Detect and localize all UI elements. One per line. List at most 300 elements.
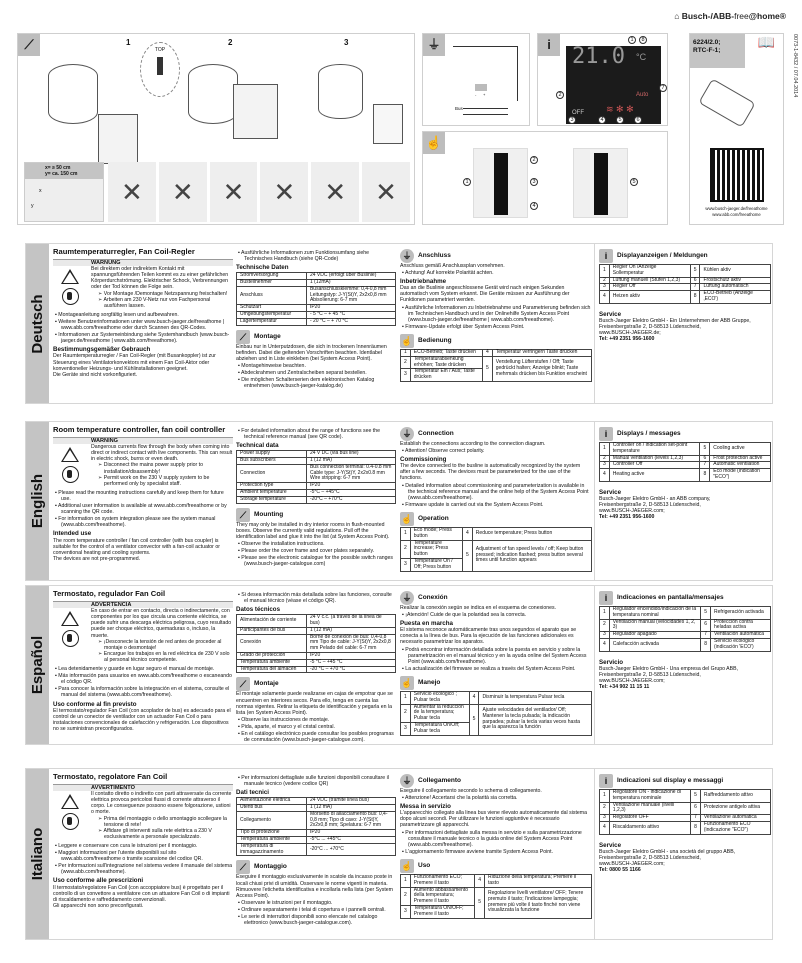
commissioning-note — [400, 305, 592, 323]
insert-drawing — [98, 114, 138, 164]
item-number: 5 — [690, 265, 700, 278]
table-row — [237, 464, 396, 482]
bus-label: Bus — [455, 106, 463, 111]
commissioning-note — [400, 830, 592, 848]
mounting-note-text: En el catálogo electrónico puede consultar los posibles programas de conmutación (www.busch-jaeger-catalogue.com). — [241, 731, 394, 744]
screwdriver-icon: ⟋ — [236, 860, 250, 874]
safety-column — [53, 774, 233, 909]
operation-text: Aumento abbassamento della temperatura; Premere il tasto — [410, 887, 474, 905]
operation-text: Temperatur Ein / Aus; Taste drücken — [410, 369, 482, 382]
service-line: www.BUSCH-JAEGER.com; — [599, 677, 665, 684]
hand-press-icon: ☝ — [400, 512, 414, 526]
display-text: Funzionamento ECO (indicazione "ECO") — [700, 821, 770, 834]
arrow-icon: ➢ — [98, 638, 104, 645]
connection-note-text: Attenzione! Accertarsi che la polarità sia corretta. — [405, 795, 518, 802]
commissioning-note — [400, 849, 592, 855]
language-label: English — [28, 473, 46, 529]
spec-name: Ambient temperature — [237, 490, 307, 497]
table-row — [401, 704, 592, 722]
item-number: 5 — [700, 443, 710, 456]
table-row — [237, 811, 396, 829]
item-number: 2 — [401, 704, 411, 722]
intro-note — [236, 775, 396, 787]
warning-icons — [59, 794, 81, 830]
qualified-person-icon — [62, 288, 79, 305]
op-callout-4: 4 — [530, 202, 538, 210]
operation-text: Eco mode; Press button — [410, 527, 462, 540]
bullet-icon: ▪ — [238, 377, 242, 384]
bullet-icon: ▪ — [402, 501, 406, 508]
bullet-icon: ▪ — [238, 250, 241, 256]
display-screen — [566, 46, 661, 124]
technical-data-table — [236, 797, 396, 856]
bullet-icon: ▪ — [55, 332, 59, 339]
spec-value: - 20 °C – + 70 °C — [306, 318, 395, 325]
language-tab — [26, 586, 49, 744]
mounting-note — [236, 907, 396, 913]
spec-name: Protection type — [237, 483, 307, 490]
table-row — [401, 887, 592, 905]
commissioning-note — [400, 647, 592, 665]
connection-text: Realizar la conexión según se indica en el esquema de conexiones. — [400, 605, 557, 611]
technical-data-heading: Dati tecnici — [236, 789, 270, 797]
warning-text: Il contatto diretto o indiretto con parti attraversate da corrente elettrica provoca pericolosi flussi di corrente attraverso il corpo. Le conseguenze possono essere folgorazione, ustioni o morte. — [91, 791, 232, 816]
document-code: 0073-1-8432 / 07.04.2014 — [792, 34, 798, 98]
item-number: 2 — [600, 455, 610, 462]
warning-icons — [59, 611, 81, 647]
spec-value: -5 °C – +45 °C — [306, 659, 395, 666]
display-heading — [599, 591, 771, 605]
service-phone: Tel: +34 902 11 15 11 — [599, 683, 650, 690]
callout-7: 7 — [659, 84, 667, 92]
bullet-icon: ▪ — [402, 612, 406, 619]
screwdriver-icon: ⟋ — [236, 677, 250, 691]
commissioning-note-text: Per informazioni dettagliate sulla messa in servizio e sulla parametrizzazione consultare il manuale tecnico o la guida online del System Access Point (www.abb.com/freeathome). — [405, 829, 582, 848]
item-number: 2 — [600, 619, 610, 632]
note-text: Informationen zur Systemeinbindung siehe Systemhandbuch (www.busch-jaeger.de/freeathome | www.abb.com/freeathome). — [58, 332, 230, 345]
note-text: Leggere e conservare con cura le istruzioni per il montaggio. — [58, 842, 198, 849]
product-panel — [689, 33, 784, 225]
commissioning-heading: Commissioning — [400, 456, 447, 464]
operation-table — [400, 527, 592, 572]
item-number: 2 — [401, 887, 411, 905]
service-line: Freisenbergstraße 2, D-58513 Lüdenscheid, — [599, 501, 701, 508]
connection-note — [400, 270, 592, 276]
warning-instruction-text: Disconnect the mains power supply prior to installation/disassembly! — [103, 462, 203, 475]
operation-text: Reduce temperature; Press button — [472, 527, 591, 540]
mounting-heading-text: Montaje — [254, 680, 279, 688]
table-row — [237, 634, 396, 652]
mounting-note — [236, 370, 396, 376]
info-icon: i — [538, 34, 560, 56]
intended-use-text: El termostato/regulador Fan Coil (con acoplador de bus) es adecuado para el control de un conector de ventilador con un actuador Fan Coil o para instalaciones convencionales de calefacción y refrigeración. Los dispositivos no se suministran preconfigurados. — [53, 707, 231, 732]
service-phone: Tel: +49 2351 956-1600 — [599, 336, 655, 343]
operation-text: ECO-Betrieb; Taste drücken — [410, 349, 482, 356]
technical-data-table — [236, 450, 396, 503]
bullet-icon: ▪ — [402, 829, 406, 836]
spec-value: IP20 — [306, 305, 395, 312]
top-detail — [140, 42, 180, 97]
warning-instruction-text: Arbeiten am 230 V-Netz nur von Fachpersonal ausführen lassen. — [103, 296, 211, 309]
note-item — [53, 843, 233, 849]
intended-use-text: Il termostato/regolatore Fan Coil (con accoppiatore bus) è progettato per il controllo di un convettore a ventilatore con un attuatore Fan Coil o di impianti di riscaldamento e raffreddamento convenzionali. — [53, 884, 230, 903]
spec-value: IP20 — [306, 483, 395, 490]
mounting-note-text: Ordinare separatamente i telai di copertura e i pannelli centrali. — [241, 906, 386, 913]
electric-hazard-icon — [61, 611, 79, 626]
connection-heading — [400, 427, 592, 441]
item-number: 3 — [401, 369, 411, 382]
screwdriver-icon: ⟋ — [236, 508, 250, 522]
display-auto: Auto — [636, 92, 649, 98]
service-phone: Tel: 0800 55 1166 — [599, 866, 641, 873]
mounting-note — [236, 377, 396, 389]
display-text: Regolatore OFF — [609, 815, 690, 822]
item-number: 4 — [469, 691, 479, 704]
warning-text: Dangerous currents flow through the body when coming into direct or indirect contact with live components. This can result in electric shock, burns or even death. — [91, 444, 233, 463]
spec-value: -5°C ... +45°C — [306, 837, 395, 844]
bus-minus: - — [475, 92, 477, 97]
display-text: Automatic ventilation — [710, 462, 771, 469]
bullet-icon: ▪ — [55, 318, 59, 325]
spec-name: Anschluss — [237, 286, 307, 304]
mounting-note-text: Pida, aparte, el marco y el cristal central. — [241, 723, 335, 730]
screwdriver-icon: ⟋ — [18, 34, 40, 56]
connection-heading — [400, 249, 592, 263]
item-number: 2 — [600, 802, 610, 815]
mounting-note-text: Please order the cover frame and cover plates separately. — [241, 548, 375, 555]
op-callout-3: 3 — [530, 178, 538, 186]
display-heading — [599, 249, 771, 263]
operation-text: Funzionamento ECO; Premere il tasto — [410, 874, 474, 887]
warning-box — [53, 259, 233, 309]
warning-instruction — [95, 816, 233, 828]
qualified-person-icon — [62, 630, 79, 647]
spec-name: Bus subscribers — [237, 458, 307, 465]
spec-name: Storage temperature — [237, 496, 307, 503]
display-column — [599, 427, 771, 520]
callout-2: 2 — [556, 91, 564, 99]
intended-use-heading: Uso conforme al fin previsto — [53, 700, 137, 708]
callout-6: 6 — [634, 116, 642, 124]
callout-4: 4 — [598, 116, 606, 124]
column-divider — [594, 422, 595, 580]
info-icon: i — [599, 249, 613, 263]
connection-column — [400, 249, 592, 382]
mounting-note — [236, 541, 396, 547]
connection-note — [400, 448, 592, 454]
display-text: Manual ventilation (levels 1,2,3) — [609, 455, 700, 462]
commissioning-text: L'apparecchio collegato alla linea bus viene rilevato automaticamente dal sistema dopo alcuni secondi. Per utilizzare le funzioni aggiuntive è necessario parametrizzare gli apparecchi. — [400, 810, 587, 829]
flush-box-drawing — [188, 64, 238, 124]
service-heading: Servicio — [599, 658, 624, 666]
display-heading-text: Displayanzeigen / Meldungen — [617, 251, 708, 259]
op-callout-2: 2 — [530, 156, 538, 164]
note-text: Para conocer la información sobre la integración en el sistema, consulte el manual del sistema (www.abb.com/freeathome). — [58, 686, 230, 699]
intended-use-heading: Bestimmungsgemäßer Gebrauch — [53, 346, 151, 354]
mounting-note — [236, 731, 396, 743]
mounting-text: Eseguire il montaggio esclusivamente in scatole da incasso poste in locali chiusi privi di umidità. Osservare le norme vigenti in materia. Rimuovere l'etichetta identificativa e incollarla nella lista (per System Access Point). — [236, 874, 393, 899]
connection-diagram — [422, 33, 530, 126]
display-text: Controller on / indication set-point temperature — [609, 443, 700, 456]
heating-icon: ≋ ✻ ✻ — [606, 104, 634, 114]
spec-value: 1 (12mA) — [306, 280, 395, 287]
display-table — [599, 789, 771, 835]
display-text: Ventilación manual (velocidades 1, 2, 3) — [609, 619, 700, 632]
mounting-note — [236, 914, 396, 926]
step-3-label: 3 — [344, 38, 349, 47]
mounting-text: They may only be installed in dry interior rooms in flush-mounted boxes. Observe the currently valid regulations. Pull off the identification label and glue it into the list (at System Access Point). — [236, 521, 390, 540]
table-row — [401, 527, 592, 540]
op-callout-1: 1 — [463, 178, 471, 186]
display-text: Regler On /Anzeige Sollemperatur — [609, 265, 690, 278]
arrow-icon: ➢ — [98, 290, 104, 297]
item-number: 4 — [600, 821, 610, 834]
display-text: Heizen aktiv — [609, 291, 690, 304]
axis-y-label: y — [31, 203, 34, 209]
technical-data-table — [236, 272, 396, 325]
display-off: OFF — [572, 110, 584, 116]
safety-column — [53, 249, 233, 378]
qualified-person-icon — [62, 813, 79, 830]
display-heading-text: Displays / messages — [617, 429, 681, 437]
spec-value: 24 VDC (tramite linea bus) — [306, 798, 395, 805]
url-abb[interactable]: www.abb.com/freeathome — [712, 211, 761, 217]
commissioning-text: El sistema reconoce automáticamente tras unos segundos el aparato que se conecta a la línea de bus. Para la ejecución de las funciones adicionales es necesario parametrizar los aparatos. — [400, 627, 577, 646]
display-table — [599, 264, 771, 304]
operation-text: Riduzione della temperatura; Premere il tasto — [485, 874, 592, 887]
table-row — [237, 286, 396, 304]
warning-heading: AVVERTIMENTO — [53, 785, 233, 791]
bullet-icon: ▪ — [55, 489, 59, 496]
axis-x-label: x — [39, 188, 42, 194]
display-text: Riscaldamento attivo — [609, 821, 690, 834]
intro-note — [236, 428, 396, 440]
arrow-icon: ➢ — [98, 474, 104, 481]
bullet-icon: ▪ — [402, 323, 406, 330]
table-row — [237, 843, 396, 856]
spec-value: 1 (12 mA) — [306, 627, 395, 634]
operation-text: Temperature On / Off; Press button — [410, 558, 462, 571]
mounting-heading — [236, 677, 396, 691]
spec-value: - 5 °C – + 45 °C — [306, 312, 395, 319]
brand-mid: free — [734, 11, 749, 21]
item-number: 1 — [401, 691, 411, 704]
connection-note — [400, 795, 592, 801]
language-tab — [26, 244, 49, 403]
commissioning-note-text: L'aggiornamento firmware avviene tramite System Access Point. — [405, 848, 554, 855]
note-item — [53, 686, 233, 698]
display-text: Lüftung automatisch — [700, 284, 771, 291]
display-text: Regolatore ON - indicazione di temperatura nominale — [609, 790, 690, 803]
connection-text: Establish the connections according to the connection diagram. — [400, 441, 546, 447]
table-row — [237, 318, 396, 325]
service-phone: Tel: +49 2351 956-1600 — [599, 514, 655, 521]
table-row — [600, 291, 771, 304]
bullet-icon: ▪ — [55, 850, 59, 857]
item-number: 7 — [690, 284, 700, 291]
item-number: 4 — [463, 527, 473, 540]
connection-heading-text: Collegamento — [418, 776, 461, 784]
item-number: 3 — [600, 284, 610, 291]
item-number: 1 — [600, 443, 610, 456]
connection-text: Eseguire il collegamento secondo lo schema di collegamento. — [400, 788, 542, 794]
table-row — [237, 615, 396, 628]
mounting-note — [236, 363, 396, 369]
plug-icon: ⏚ — [400, 249, 414, 263]
service-line: Busch-Jaeger Elektro GmbH - an ABB company, — [599, 495, 711, 502]
qr-code[interactable] — [712, 150, 762, 200]
note-text: Lea detenidamente y guarde en lugar seguro el manual de montaje. — [58, 666, 215, 673]
info-icon: i — [599, 591, 613, 605]
display-heading-text: Indicaciones en pantalla/mensajes — [617, 593, 724, 601]
intro-text: Ausführliche Informationen zum Funktionsumfang siehe Technisches Handbuch (siehe QR-Code) — [241, 250, 370, 263]
info-icon: i — [599, 774, 613, 788]
spec-name: Schutzart — [237, 305, 307, 312]
warning-text: Bei direktem oder indirektem Kontakt mit spannungsführenden Teilen kommt es zu einer gefährlichen Körperdurchströmung. Elektrischer Schock, Verbrennungen oder der Tod können die Folge sein. — [91, 266, 229, 291]
display-text: Frost protection active — [710, 455, 771, 462]
note-text: Weitere Benutzerinformationen unter www.busch-jaeger.de/freeathome | www.abb.com/freeathome oder durch Scannen des QR-Codes. — [58, 318, 225, 332]
callout-1: 1 — [628, 36, 636, 44]
commissioning-note-text: Firmware update is carried out via the System Access Point. — [405, 501, 544, 508]
section-title: Termostato, regolatore Fan Coil — [53, 772, 168, 781]
mounting-text: Einbau nur in Unterputzdosen, die sich in trockenen Innenräumen befinden. Dabei die geltenden Vorschriften beachten. Identlabel abziehen und in Liste einkleben (bei System Access Point). — [236, 343, 387, 362]
item-number: 7 — [701, 632, 711, 639]
intended-use-text: Der Raumtemperaturregler / Fan Coil-Regler (mit Busankoppler) ist zur Steuerung eines Ventilatorkonvektors mit einem Fan Coil-Aktor oder konventioneller Heizungs- und Kühlinstallationen geeignet. — [53, 353, 216, 372]
column-divider — [594, 586, 595, 744]
item-number: 1 — [600, 607, 610, 620]
mounting-heading-text: Mounting — [254, 510, 284, 518]
mounting-note-text: Le serie di interruttori disponibili sono elencate nel catalogo elettronico (www.busch-jaeger-catalogue.com). — [241, 914, 378, 927]
connection-note-text: Achtung! Auf korrekte Polarität achten. — [405, 270, 494, 277]
operation-heading-text: Manejo — [418, 678, 441, 686]
electric-hazard-icon — [61, 269, 79, 284]
technical-data-table — [236, 614, 396, 673]
mounting-note-text: Die möglichen Schalterserien dem elektronischen Katalog entnehmen (www.busch-jaeger-katalog.de) — [241, 377, 375, 390]
item-number: 8 — [691, 821, 701, 834]
bus-plus: + — [483, 92, 486, 97]
mounting-note — [236, 555, 396, 567]
note-item — [53, 666, 233, 672]
spec-value: 24 V c.c. (a través de la línea de bus) — [306, 615, 395, 628]
intro-text: For detailed information about the range of functions see the technical reference manual (see QR code). — [241, 428, 380, 441]
mounting-note-text: Osservare le istruzioni per il montaggio. — [241, 899, 333, 906]
bullet-icon: ▪ — [238, 428, 242, 434]
note-text: For information on system integration please see the system manual (www.abb.com/freeathome). — [58, 516, 216, 529]
operation-heading-text: Bedienung — [418, 336, 452, 344]
operation-text: Servicio ecológico ; Pulsar tecla — [410, 691, 469, 704]
mounting-heading — [236, 860, 396, 874]
display-text: Protección contra heladas activa — [711, 619, 771, 632]
mounting-heading-text: Montage — [254, 332, 281, 340]
bullet-icon: ▪ — [55, 516, 59, 523]
item-number: 5 — [469, 704, 479, 735]
safety-column — [53, 591, 233, 732]
note-item — [53, 516, 233, 528]
display-text: Lüftung manuell (Stufen 1,2,3) — [609, 277, 690, 284]
note-item — [53, 312, 233, 318]
commissioning-heading: Messa in servizio — [400, 803, 451, 811]
display-text: Controller Off — [609, 462, 700, 469]
step-1-label: 1 — [126, 38, 131, 47]
smartphone-drawing — [698, 78, 755, 127]
bullet-icon: ▪ — [55, 842, 59, 849]
display-text: Regulador apagado — [609, 632, 700, 639]
language-section-deutsch — [25, 243, 773, 404]
display-text: Ventilazione automatica — [700, 815, 770, 822]
brand-suffix: @home® — [748, 11, 786, 21]
display-text: Frostschutz aktiv — [700, 277, 771, 284]
distance-y: y= ca. 150 cm — [45, 171, 78, 177]
note-text: Maggiori informazioni per l'utente disponibili sul sito www.abb.com/freeathome o tramite scansione del codice QR. — [58, 850, 203, 863]
spec-name: Alimentación de corriente — [237, 615, 307, 628]
brand-logo: ⌂ Busch-/ABB-free@home® — [674, 11, 786, 21]
commissioning-note-text: Podrá encontrar información detallada sobre la puesta en servicio y sobre la parametrización en el manual técnico y en la ayuda online del System Access Point (www.abb.com/freeathome). — [405, 646, 587, 665]
warning-instruction-text: Affidare gli interventi sulla rete elettrica a 230 V esclusivamente a personale specializzato. — [103, 827, 212, 840]
url-busch-jaeger[interactable]: www.busch-jaeger.de/freeathome — [705, 206, 768, 211]
item-number: 5 — [483, 356, 493, 381]
spec-name: Utenti bus — [237, 805, 307, 812]
bullet-icon: ▪ — [55, 673, 59, 680]
callout-5: 5 — [616, 116, 624, 124]
bullet-icon: ▪ — [238, 731, 242, 738]
table-row — [600, 265, 771, 278]
operation-heading — [400, 859, 592, 873]
operation-table — [400, 874, 592, 919]
service-line: www.BUSCH-JAEGER.de; — [599, 330, 661, 337]
item-number: 3 — [600, 815, 610, 822]
service-line: Busch-Jaeger Elektro GmbH - Ein Unternehmen der ABB Gruppe, — [599, 317, 751, 324]
note-text: Per informazioni sull'integrazione nel sistema vedere il manuale del sistema (www.abb.com/freeathome). — [58, 863, 232, 876]
display-unit: °C — [636, 52, 647, 62]
item-number: 2 — [401, 540, 411, 558]
connection-heading — [400, 774, 592, 788]
warning-instruction — [95, 651, 233, 663]
item-number: 1 — [401, 527, 411, 540]
spec-name: Umgebungstemperatur — [237, 312, 307, 319]
item-number: 1 — [401, 874, 411, 887]
warning-heading: ADVERTENCIA — [53, 602, 233, 608]
item-number: 8 — [700, 469, 710, 482]
operation-heading-text: Operation — [418, 514, 449, 522]
mounting-note-text: Please see the electronic catalogue for the possible switch ranges (www.busch-jaeger-catalogue.com) — [241, 555, 393, 568]
spec-value: -20 °C – +70 °C — [306, 666, 395, 673]
display-column — [599, 774, 771, 873]
operation-heading — [400, 334, 592, 348]
bullet-icon: ▪ — [402, 482, 406, 489]
column-divider — [594, 244, 595, 403]
note-item — [53, 503, 233, 515]
service-line: Busch-Jaeger Elektro GmbH - Una empresa del Grupo ABB, — [599, 665, 738, 672]
item-number: 4 — [600, 469, 610, 482]
operation-text: Temperatura On/Off; Pulsar tecla — [410, 722, 469, 735]
info-icon: i — [599, 427, 613, 441]
electric-hazard-icon — [61, 794, 79, 809]
service-line: Freisenbergstraße 2, D-58513 Lüdenscheid, — [599, 323, 701, 330]
item-number: 1 — [600, 790, 610, 803]
item-number: 4 — [483, 349, 493, 356]
item-number: 6 — [690, 277, 700, 284]
safety-column — [53, 427, 233, 562]
note-item — [53, 673, 233, 685]
bullet-icon: ▪ — [238, 362, 242, 369]
operation-text: Regolazione livelli ventilatore/ OFF; Tenere premuto il tasto; l'indicazione lampeggia; premere più volte il tasto finché non viene visualizzata la funzione — [485, 887, 592, 918]
spec-value: 24 V DC (via bus line) — [306, 451, 395, 458]
callout-3: 3 — [568, 116, 576, 124]
column-divider — [594, 769, 595, 939]
item-number: 7 — [700, 462, 710, 469]
hand-press-icon: ☝ — [400, 676, 414, 690]
distance-x: x= ≥ 50 cm — [45, 165, 71, 171]
